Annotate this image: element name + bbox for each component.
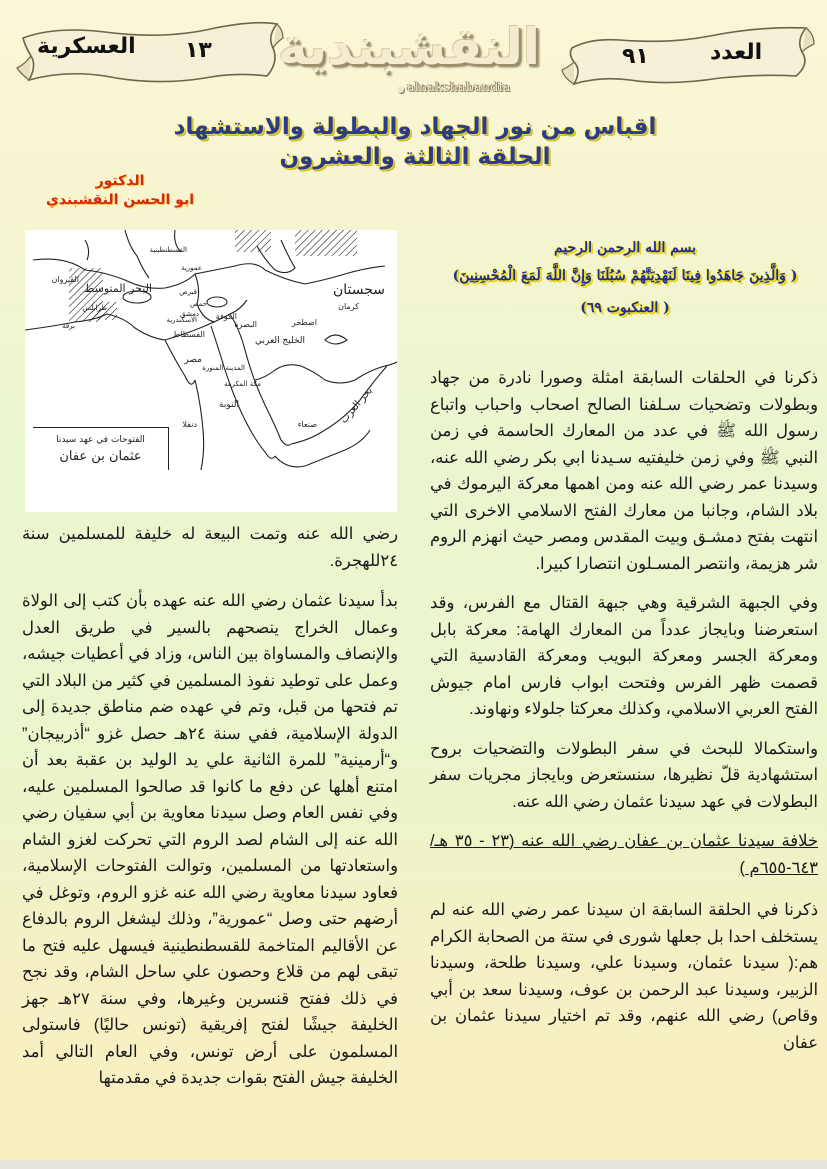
map-label: القسطنطينية — [149, 246, 187, 254]
verse-reference: ( العنكبوت ٦٩) — [580, 300, 670, 316]
map-label: دمشق — [180, 310, 199, 318]
ribbon-banner-icon — [560, 18, 818, 88]
magazine-logo — [278, 12, 540, 104]
map-label: حمص — [190, 300, 207, 308]
section-banner — [15, 18, 285, 88]
map-label: القيروان — [51, 275, 79, 284]
title-line-1: اقباس من نور الجهاد والبطولة والاستشهاد — [173, 114, 657, 140]
map-label: قبرص — [179, 288, 197, 296]
page-bottom-edge — [0, 1160, 827, 1169]
map-label: الفسطاط — [172, 330, 205, 339]
map-label: كرمان — [338, 302, 359, 311]
paragraph: ذكرنا في الحلقة السابقة ان سيدنا عمر رضي الله عنه لم يستخلف احدا بل جعلها شورى في ستة من الصحابة الكرام هم:( سيدنا عثمان، وسيدنا علي، وسيدنا طلحة، وسيدنا الزبير، وسيدنا عبد الرحمن بن عوف، وسيدنا سعد بن أبي وقاص) رضي الله عنهم، وقد تم اختيار سيدنا عثمان بن عفان — [430, 901, 818, 1052]
title-line-2: الحلقة الثالثة والعشرون — [279, 144, 551, 170]
map-label: الخليج العربي — [255, 336, 305, 346]
section-heading: خلافة سيدنا عثمان بن عفان رضي الله عنه (٢٣ - ٣٥ هـ/ ٦٤٣-٦٥٥م ) — [430, 832, 818, 877]
map-label: البصرة — [234, 320, 257, 329]
article-column-right — [430, 365, 818, 1069]
page-number: ١٣ — [185, 38, 212, 63]
map-label: اصطخر — [291, 318, 317, 327]
map-label: بحر العرب — [339, 385, 376, 426]
section-name: العسكرية — [37, 34, 136, 59]
logo-arabic: النقشبندية — [278, 18, 540, 76]
logo-latin: alnakshabandia — [407, 80, 511, 95]
map-label: النوبة — [219, 400, 239, 410]
issue-banner — [560, 18, 818, 88]
map-label: المدينة المنورة — [202, 364, 245, 372]
conquests-map — [25, 230, 397, 512]
map-label: برقة — [62, 322, 75, 330]
map-label: الاسكندرية — [166, 316, 197, 324]
map-hatched-region — [295, 230, 357, 256]
map-label: الكوفة — [215, 312, 237, 321]
issue-number: ٩١ — [622, 44, 649, 69]
author-block — [25, 172, 215, 210]
author-title: الدكتور — [95, 173, 145, 189]
map-label: عمورية — [181, 264, 202, 272]
map-label: دنقلا — [182, 420, 197, 429]
map-label: مصر — [184, 355, 202, 365]
map-label: سجستان — [332, 282, 385, 298]
article-title — [150, 112, 680, 172]
quran-verse-block — [425, 235, 825, 325]
paragraph: رضي الله عنه وتمت البيعة له خليفة للمسلمين سنة ٢٤للهجرة. — [22, 525, 398, 570]
paragraph: ذكرنا في الحلقات السابقة امثلة وصورا نادرة من جهاد وبطولات وتضحيات سـلفنا الصالح اصحاب واحباب واتباع رسول الله ﷺ في عدد من المعارك الحاسمة في زمن النبي ﷺ وفي زمن خليفتيه سـيدنا ابي بكر رضي الله عنه، وسيدنا عمر رضي الله عنه ومن اهمها معركة اليرموك في بلاد الشام، وجانبا من معارك الفتح الاسلامي الاخرى التي انتهت بفتح دمشـق وبيت المقدس ومصر حيث انهزم الروم شر هزيمة، وانتصر المسـلون انتصارا كبيرا. — [430, 369, 818, 573]
basmala: بسم الله الرحمن الرحيم — [554, 240, 696, 256]
map-label: طرابلس — [82, 304, 107, 312]
map-legend-line-2: عثمان بن عفان — [59, 449, 142, 464]
issue-label: العدد — [710, 40, 763, 65]
map-legend-line-1: الفتوحات في عهد سيدنا — [56, 435, 145, 445]
paragraph: واستكمالا للبحث في سفر البطولات والتضحيات بروح استشهادية قلّ نظيرها، سنستعرض وبايجاز مجريات سفر البطولات في عهد سيدنا عثمان رضي الله عنه. — [430, 739, 818, 811]
paragraph: وفي الجبهة الشرقية وهي جبهة القتال مع الفرس، وقد استعرضنا وبايجاز عدداً من المعارك الهامة: معركة بابل ومعركة الجسر ومعركة البويب ومعركة القادسية التي قصمت ظهر الفرس وفتحت ابواب فارس امام جيوش الفتح العربي الاسلامي، وكذلك معركتا جلولاء ونهاوند. — [430, 594, 818, 718]
paragraph: بدأ سيدنا عثمان رضي الله عنه عهده بأن كتب إلى الولاة وعمال الخراج ينصحهم بالسير في طريق العدل والإنصاف والمساواة بين الناس، وزاد في أعطيات جيشه، وعمل على توطيد نفوذ المسلمين في كثير من البلاد التي تم فتحها من قبل، وتم في عهده ضم مناطق جديدة إلى الدولة الإسلامية، ففي سنة ٢٤هـ حصل غزو “أذربيجان” و“أرمينية” للمرة الثانية علي يد الوليد بن عقبة بعد أن امتنع أهلها عن دفع ما كانوا قد صالحوا المسلمين عليه، وفي نفس العام وصل سيدنا معاوية بن أبي سفيان رضي الله عنه إلى الشام لصد الروم التي تحركت لغزو الشام واستعادتها من المسلمين، وتوالت الفتوحات الإسلامية، فعاود سيدنا معاوية رضي الله عنه غزو الروم، وتوغل في أرضهم حتى وصل “عمورية”، وذلك ليشغل الروم بالدفاع عن الأقاليم المتاخمة للقسطنطينية فيسهل عليه فتح ما تبقى لهم من قلاع وحصون علي ساحل الشام، وقد نجح في ذلك ففتح قنسرين وغيرها، وفي سنة ٢٧هـ جهز الخليفة جيشًا لفتح إفريقية (تونس حاليًا) فاستولى المسلمون على أرض تونس، وفي العام التالي أمد الخليفة جيش الفتح بقوات جديدة في مقدمتها — [22, 592, 398, 1087]
map-legend — [33, 427, 169, 470]
verse-text: ( وَالَّذِينَ جَاهَدُوا فِينَا لَنَهْدِيَنَّهُمْ سُبُلَنَا وَإِنَّ اللَّهَ لَمَعَ الْمُحْسِنِينَ) — [452, 268, 798, 284]
article-column-left — [22, 521, 398, 1105]
author-name: ابو الحسن النقشبندي — [45, 192, 194, 208]
logo-dot — [397, 86, 404, 93]
magazine-header — [0, 0, 827, 110]
map-label: صنعاء — [297, 420, 317, 429]
map-hatched-region — [235, 230, 271, 252]
map-label: مكة المكرمة — [224, 380, 261, 388]
map-label: البحر المتوسط — [84, 282, 152, 295]
